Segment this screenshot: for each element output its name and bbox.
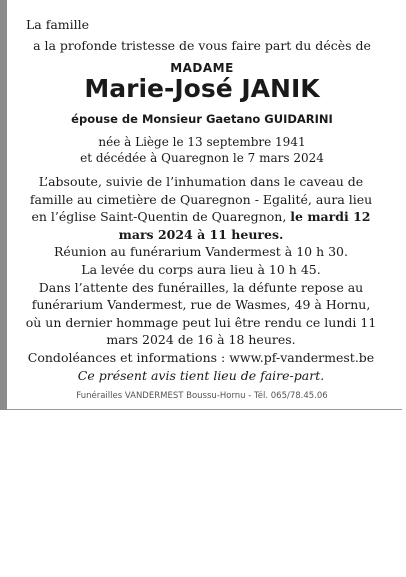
reunion-line: Réunion au funérarium Vandermest à 10 h 30. [54,244,348,260]
intro-text: a la profonde tristesse de vous faire part du décès de [33,38,371,53]
absoute-text: L’absoute, suivie de l’inhumation dans le caveau de famille au cimetière de Quaregnon - Egalité, aura lieu en l’église Saint-Quentin de Quaregnon, [29,174,373,225]
spouse-line: épouse de Monsieur Gaetano GUIDARINI [71,112,333,126]
death-line: et décédée à Quaregnon le 7 mars 2024 [80,151,324,165]
levee-line: La levée du corps aura lieu à 10 h 45. [81,261,321,277]
faire-part-line: Ce présent avis tient lieu de faire-part. [77,367,325,383]
deceased-name: Marie-José JANIK [84,74,320,103]
left-border-bar [0,0,7,410]
repos-paragraph: Dans l’attente des funérailles, la défunte repose au funérarium Vandermest, rue de Wasmes, 49 à Hornu, où un dernier hommage peut lui être rendu ce lundi 11 mars 2024 de 16 à 18 heures. [25,279,377,348]
condolences-line: Condoléances et informations : www.pf-vandermest.be [27,349,375,365]
absoute-date: le mardi 12 mars 2024 à 11 heures. [118,209,371,242]
funeral-home-footer: Funérailles VANDERMEST Boussu-Hornu - Tél. 065/78.45.06 [76,391,328,401]
absoute-paragraph [25,173,377,243]
deceased-title: MADAME [170,61,234,75]
birth-line: née à Liège le 13 septembre 1941 [98,135,306,149]
notice-body [25,173,377,384]
intro-family: La famille [26,17,90,32]
